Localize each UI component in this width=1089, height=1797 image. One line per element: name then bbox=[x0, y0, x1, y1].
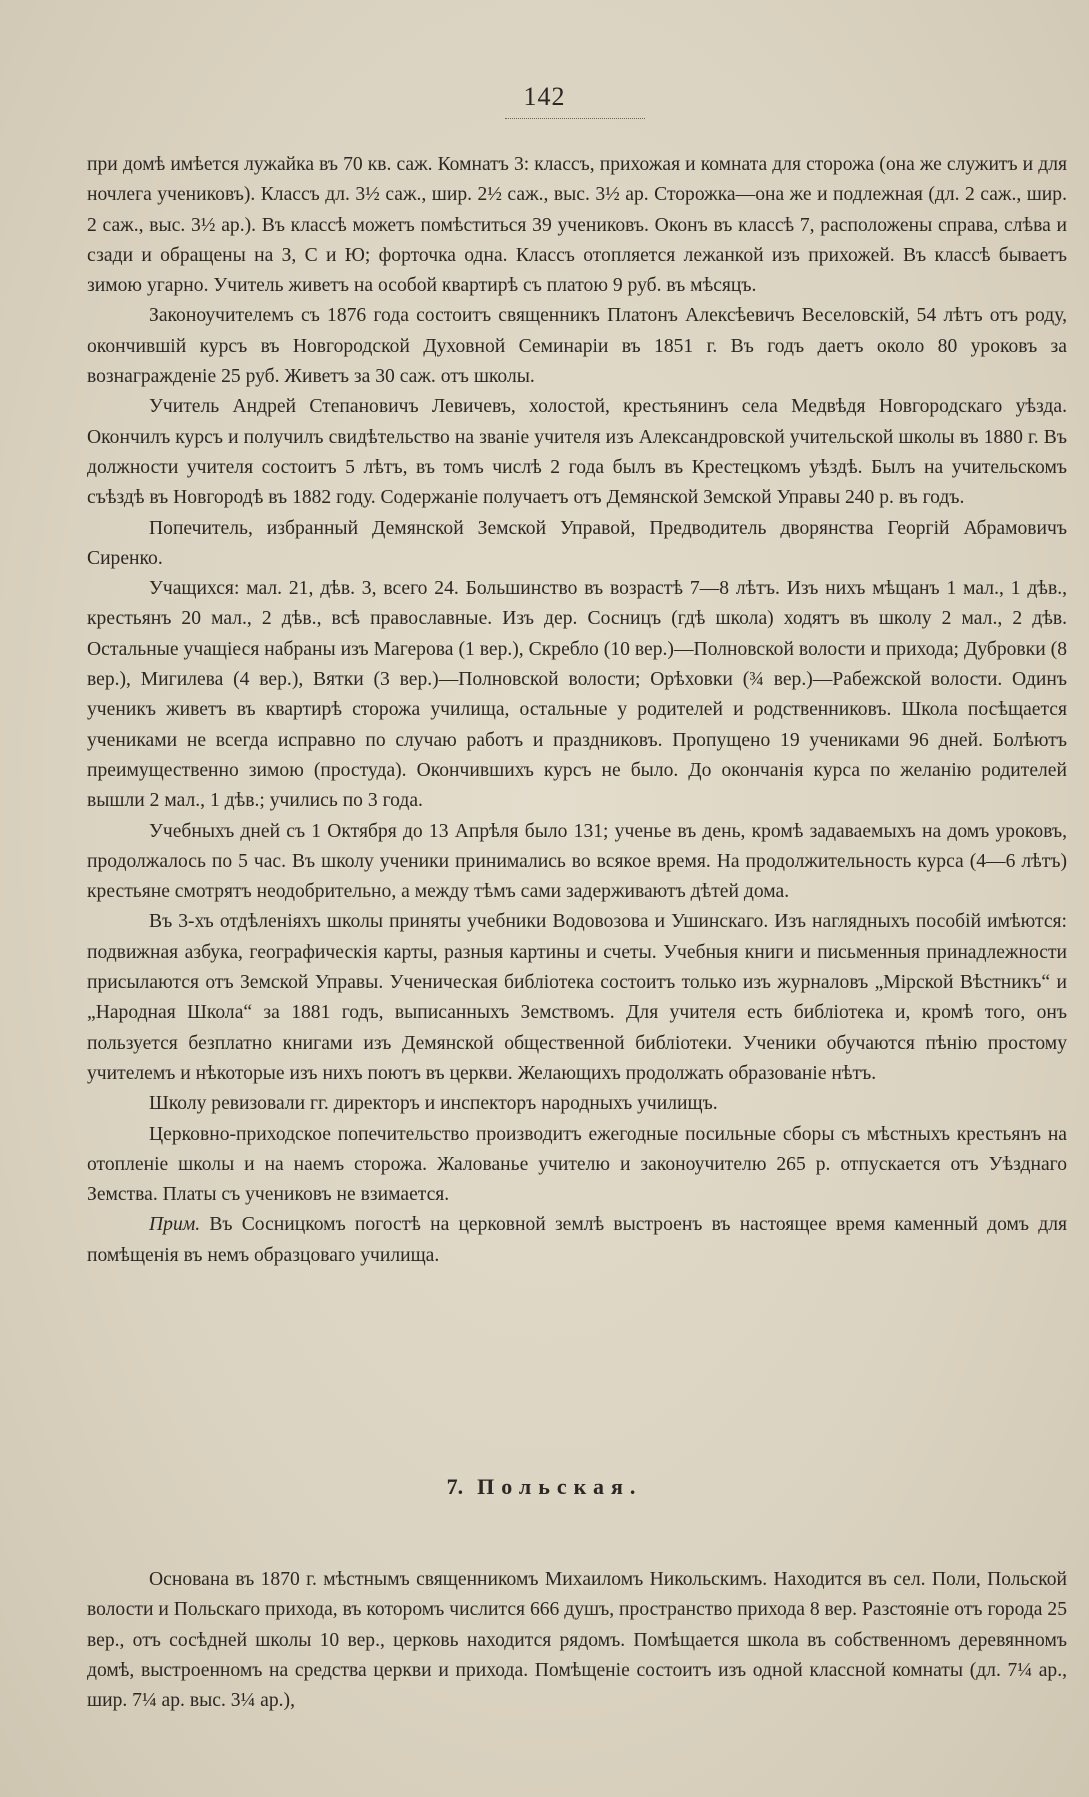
section-body bbox=[87, 1565, 1067, 1716]
paragraph: Учебныхъ дней съ 1 Октября до 13 Апрѣля было 131; ученье въ день, кромѣ задаваемыхъ на домъ уроковъ, продолжалось по 5 час. Въ школу ученики принимались во всякое время. На продолжительность курса (4—6 лѣтъ) крестьяне смотрятъ неодобрительно, а между тѣмъ сами задерживаютъ дѣтей дома. bbox=[87, 820, 1067, 903]
section-title: Польская. bbox=[477, 1474, 643, 1499]
paragraph: Церковно-приходское попечительство производитъ ежегодные посильные сборы съ мѣстныхъ крестьянъ на отопленіе школы и на наемъ сторожа. Жалованье учителю и законоучителю 265 р. отпускается отъ Уѣзднаго Земства. Платы съ учениковъ не взимается. bbox=[87, 1123, 1067, 1206]
paragraph: Школу ревизовали гг. директоръ и инспекторъ народныхъ училищъ. bbox=[149, 1093, 718, 1115]
page-number: 142 bbox=[523, 82, 566, 111]
paragraph: Основана въ 1870 г. мѣстнымъ священникомъ Михаиломъ Никольскимъ. Находится въ сел. Поли, Польской волости и Польскаго прихода, въ которомъ числится 666 душъ, пространство прихода 8 вер. Разстояніе отъ города 25 вер., отъ сосѣдней школы 10 вер., церковь находится рядомъ. Помѣщается школа въ собственномъ деревянномъ домѣ, выстроенномъ на средства церкви и прихода. Помѣщеніе состоитъ изъ одной классной комнаты (дл. 7¼ ар., шир. 7¼ ар. выс. 3¼ ар.), bbox=[87, 1569, 1067, 1712]
paragraph: при домѣ имѣется лужайка въ 70 кв. саж. Комнатъ 3: классъ, прихожая и комната для сторожа (она же служитъ и для ночлега учениковъ). Классъ дл. 3½ саж., шир. 2½ саж., выс. 3½ ар. Сторожка—она же и подлежная (дл. 2 саж., шир. 2 саж., выс. 3½ ар.). Въ классѣ можетъ помѣститься 39 учениковъ. Оконъ въ классѣ 7, расположены справа, слѣва и сзади и обращены на З, С и Ю; форточка одна. Классъ отопляется лежанкой изъ прихожей. Въ классѣ бываетъ зимою угарно. Учитель живетъ на особой квартирѣ съ платою 9 руб. въ мѣсяцъ. bbox=[87, 154, 1067, 297]
header-rule bbox=[505, 118, 645, 119]
note-text: Въ Сосницкомъ погостѣ на церковной землѣ выстроенъ въ настоящее время каменный домъ для помѣщенія въ немъ образцоваго училища. bbox=[87, 1214, 1067, 1266]
note-label: Прим. bbox=[149, 1214, 201, 1236]
paragraph: Учащихся: мал. 21, дѣв. 3, всего 24. Большинство въ возрастѣ 7—8 лѣтъ. Изъ нихъ мѣщанъ 1 мал., 1 дѣв., крестьянъ 20 мал., 2 дѣв., всѣ православные. Изъ дер. Сосницъ (гдѣ школа) ходятъ въ школу 2 мал., 2 дѣв. Остальные учащіеся набраны изъ Магерова (1 вер.), Скребло (10 вер.)—Полновской волости и прихода; Дубровки (8 вер.), Мигилева (4 вер.), Вятки (3 вер.)—Полновской волости; Орѣховки (¾ вер.)—Рабежской волости. Одинъ ученикъ живетъ въ квартирѣ сторожа училища, остальные у родителей и родственниковъ. Школа посѣщается учениками не всегда исправно по случаю работъ и праздниковъ. Пропущено 19 учениками 96 дней. Болѣютъ преимущественно зимою (простуда). Окончившихъ курсъ не было. До окончанія курса по желанію родителей вышли 2 мал., 1 дѣв.; учились по 3 года. bbox=[87, 578, 1067, 812]
note-paragraph bbox=[87, 1210, 1067, 1271]
paragraph: Попечитель, избранный Демянской Земской Управой, Предводитель дворянства Георгій Абрамовичъ Сиренко. bbox=[87, 517, 1067, 569]
section-number: 7. bbox=[446, 1474, 464, 1499]
section-heading bbox=[0, 1474, 1089, 1500]
body-text bbox=[87, 150, 1067, 1271]
paragraph: Въ 3-хъ отдѣленіяхъ школы приняты учебники Водовозова и Ушинскаго. Изъ наглядныхъ пособій имѣются: подвижная азбука, географическія карты, разныя картины и счеты. Учебныя книги и письменныя принадлежности присылаются отъ Земской Управы. Ученическая библіотека состоитъ только изъ журналовъ „Мірской Вѣстникъ“ и „Народная Школа“ за 1881 годъ, выписанныхъ Земствомъ. Для учителя есть библіотека и, кромѣ того, онъ пользуется безплатно книгами изъ Демянской общественной библіотеки. Ученики обучаются пѣнію простому учителемъ и нѣкоторые изъ нихъ поютъ въ церкви. Желающихъ продолжать образованіе нѣтъ. bbox=[87, 911, 1067, 1084]
paragraph: Учитель Андрей Степановичъ Левичевъ, холостой, крестьянинъ села Медвѣдя Новгородскаго уѣзда. Окончилъ курсъ и получилъ свидѣтельство на званіе учителя изъ Александровской учительской школы въ 1880 г. Въ должности учителя состоитъ 5 лѣтъ, въ томъ числѣ 2 года былъ въ Крестецкомъ уѣздѣ. Былъ на учительскомъ съѣздѣ въ Новгородѣ въ 1882 году. Содержаніе получаетъ отъ Демянской Земской Управы 240 р. въ годъ. bbox=[87, 396, 1067, 509]
paragraph: Законоучителемъ съ 1876 года состоитъ священникъ Платонъ Алексѣевичъ Веселовскій, 54 лѣтъ отъ роду, окончившій курсъ въ Новгородской Духовной Семинаріи въ 1851 г. Въ годъ даетъ около 80 уроковъ за вознагражденіе 25 руб. Живетъ за 30 саж. отъ школы. bbox=[87, 305, 1067, 388]
